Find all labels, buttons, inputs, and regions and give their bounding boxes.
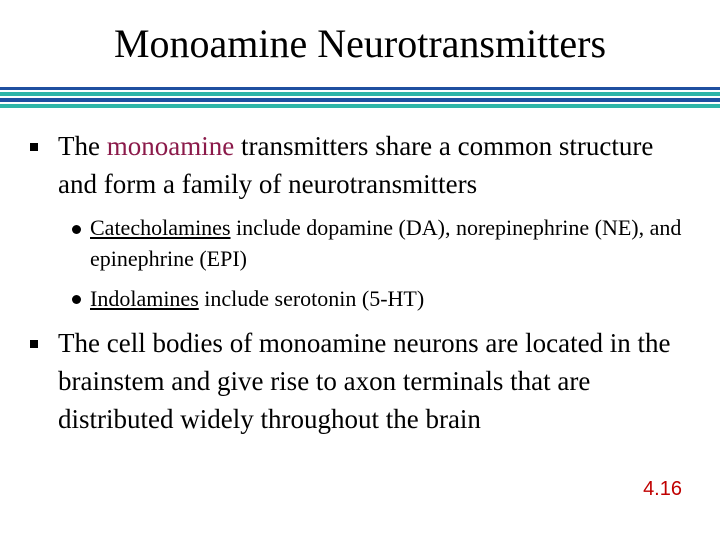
bullet-2-text: The cell bodies of monoamine neurons are located in the brainstem and give rise to axon terminals that are distributed widely throughout the brain bbox=[58, 328, 671, 434]
round-bullet-icon bbox=[72, 225, 81, 234]
round-bullet-icon bbox=[72, 295, 81, 304]
bullet-1-text bbox=[58, 127, 698, 203]
subbullet-2-body: include serotonin (5-HT) bbox=[198, 286, 425, 311]
slide-title: Monoamine Neurotransmitters bbox=[113, 21, 607, 66]
title-divider bbox=[0, 87, 720, 109]
subbullet-1-body: include dopamine (DA), norepinephrine (NE), and epinephrine (EPI) bbox=[90, 215, 682, 271]
square-bullet-icon bbox=[30, 340, 38, 348]
bullet-1-post: transmitters share a common structure and form a family of neurotransmitters bbox=[58, 131, 654, 199]
subbullet-1-text bbox=[90, 212, 690, 274]
indolamines-term: Indolamines bbox=[90, 286, 199, 311]
slide-number: 4.16 bbox=[643, 478, 682, 500]
bullet-1-pre: The bbox=[58, 131, 107, 161]
square-bullet-icon bbox=[30, 143, 38, 151]
catecholamines-term: Catecholamines bbox=[90, 215, 231, 240]
subbullet-2-text bbox=[90, 283, 690, 314]
monoamine-highlight: monoamine bbox=[106, 131, 235, 161]
